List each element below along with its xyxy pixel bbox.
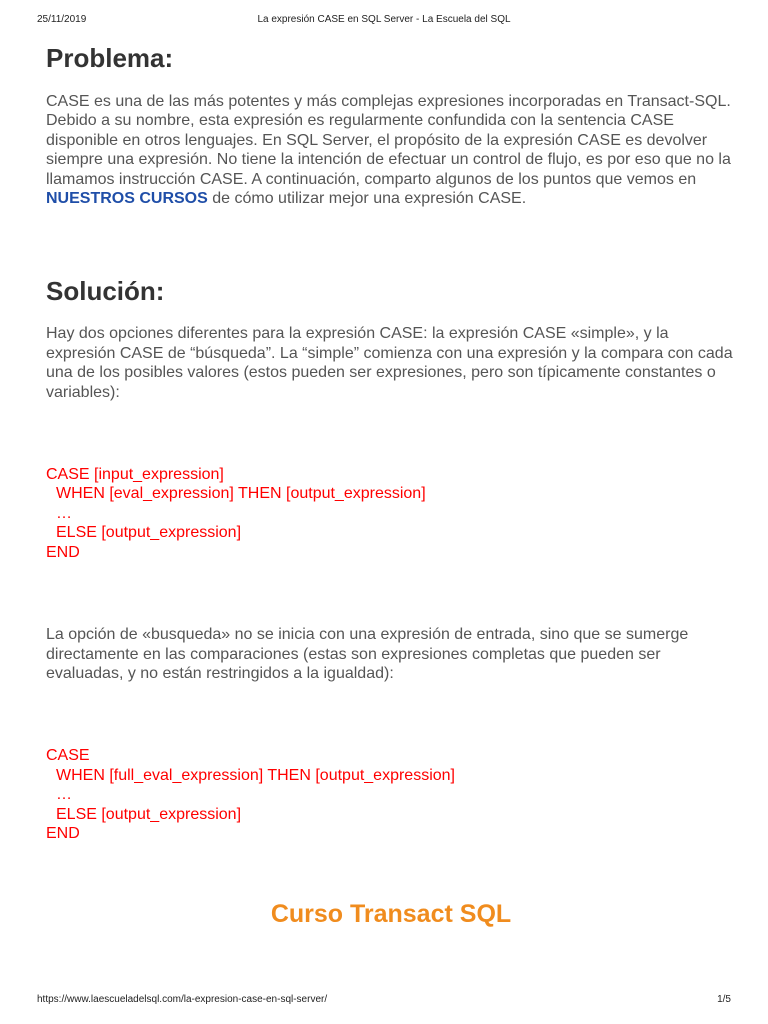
article-content — [46, 38, 736, 929]
print-url: https://www.laescueladelsql.com/la-expresion-case-en-sql-server/ — [37, 994, 328, 1005]
code-line: WHEN [eval_expression] THEN [output_expression] — [56, 485, 426, 503]
problema-text: CASE es una de las más potentes y más complejas expresiones incorporadas en Transact-SQL. Debido a su nombre, esta expresión es regularmente confundida con la sentencia CASE disponible en otros lenguajes. En SQL Server, el propósito de la expresión CASE es devolver siempre una expresión. No tiene la intención de efectuar un control de flujo, es por eso que no la llamamos instrucción CASE. A continuación, comparto algunos de los puntos que vemos en — [46, 93, 731, 188]
problema-heading: Problema: — [46, 43, 174, 73]
print-page-number: 1/5 — [717, 994, 731, 1005]
print-header — [37, 14, 731, 30]
code-line: END — [46, 824, 80, 842]
problema-text-end: de cómo utilizar mejor una expresión CASE. — [207, 190, 527, 208]
code-line: END — [46, 543, 80, 561]
code-block-simple — [46, 465, 736, 562]
solucion-intro-paragraph: Hay dos opciones diferentes para la expresión CASE: la expresión CASE «simple», y la expresión CASE de “búsqueda”. La “simple” comienza con una expresión y la compara con cada una de los posibles valores (estos pueden ser expresiones, pero son típicamente constantes o variables): — [46, 325, 733, 401]
print-date: 25/11/2019 — [37, 14, 87, 25]
print-page-title: La expresión CASE en SQL Server - La Escuela del SQL — [257, 14, 511, 25]
busqueda-paragraph: La opción de «busqueda» no se inicia con una expresión de entrada, sino que se sumerge directamente en las comparaciones (estas son expresiones completas que pueden ser evaluadas, y no están restringidos a la igualdad): — [46, 626, 689, 682]
curso-transact-sql-link[interactable]: Curso Transact SQL — [270, 900, 512, 929]
code-line: CASE — [46, 747, 90, 765]
print-footer — [37, 994, 731, 1010]
code-line: … — [56, 504, 72, 522]
problema-paragraph — [46, 92, 736, 208]
code-line: ELSE [output_expression] — [56, 805, 242, 823]
code-line: … — [56, 786, 72, 804]
nuestros-cursos-link[interactable]: NUESTROS CURSOS — [46, 190, 208, 208]
solucion-heading: Solución: — [46, 276, 165, 307]
code-line: WHEN [full_eval_expression] THEN [output_expression] — [56, 766, 455, 784]
code-block-search — [46, 746, 736, 843]
code-line: CASE [input_expression] — [46, 466, 224, 484]
code-line: ELSE [output_expression] — [56, 524, 242, 542]
